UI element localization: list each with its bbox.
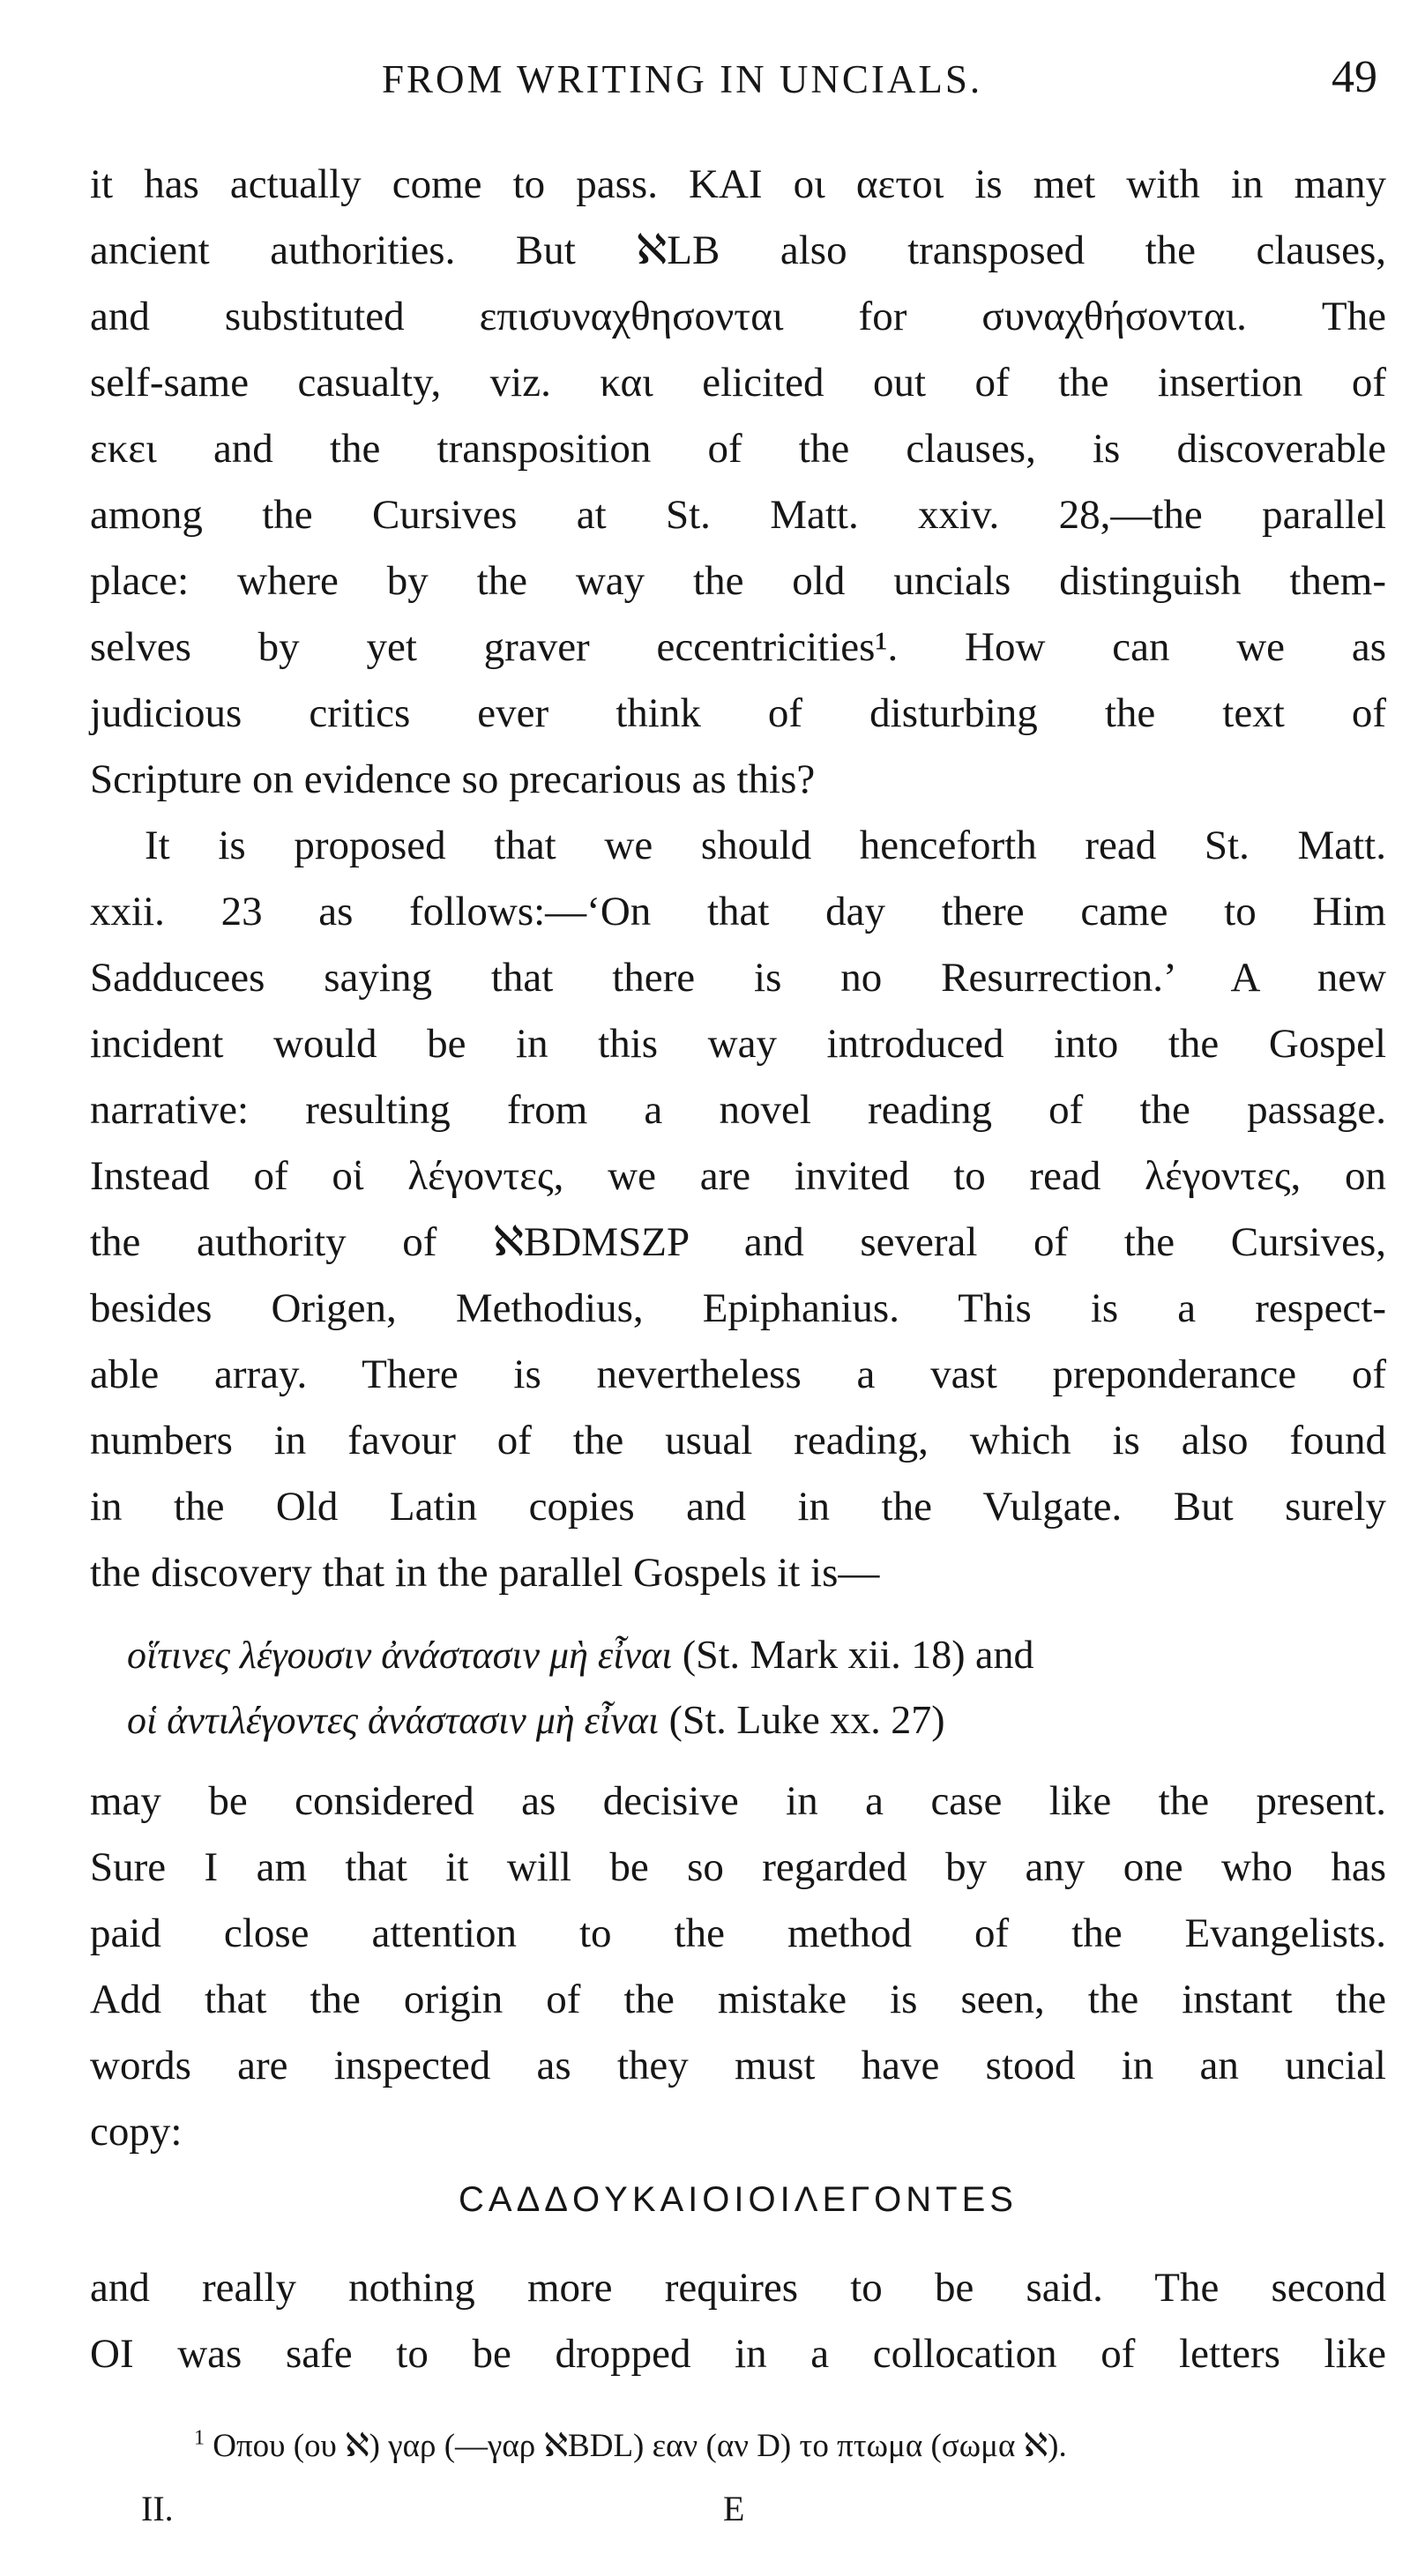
text-line: place: where by the way the old uncials distinguish them- xyxy=(90,558,1386,604)
text-line: among the Cursives at St. Matt. xxiv. 28,—the parallel xyxy=(90,492,1386,538)
footnote-1 xyxy=(194,2426,1067,2465)
running-title: FROM WRITING IN UNCIALS. xyxy=(382,57,983,101)
text-line: Add that the origin of the mistake is seen, the instant the xyxy=(90,1977,1386,2022)
text-line: xxii. 23 as follows:—‘On that day there came to Him xyxy=(90,889,1386,934)
paragraph-3 xyxy=(90,1768,1386,2165)
quote-line xyxy=(127,1687,1386,1753)
uncial-transcription: CAΔΔOYKAIOIOIΛEΓONTES xyxy=(459,2180,1018,2219)
paragraph-1 xyxy=(90,152,1386,813)
paragraph-4 xyxy=(90,2255,1386,2387)
sheet-mark: E xyxy=(723,2489,745,2528)
quote-reference: (St. Luke xx. 27) xyxy=(659,1697,945,1742)
quote-line xyxy=(127,1622,1386,1687)
text-line: self-same casualty, viz. και elicited out of the insertion of xyxy=(90,360,1386,406)
text-line: in the Old Latin copies and in the Vulgate. But surely xyxy=(90,1484,1386,1530)
text-line: Sure I am that it will be so regarded by any one who has xyxy=(90,1844,1386,1890)
text-line: besides Origen, Methodius, Epiphanius. This is a respect- xyxy=(90,1285,1386,1331)
text-line: It is proposed that we should henceforth read St. Matt. xyxy=(145,823,1386,868)
greek-quotation xyxy=(90,1622,1386,1753)
text-line: numbers in favour of the usual reading, which is also found xyxy=(90,1418,1386,1463)
text-line: Sadducees saying that there is no Resurrection.’ A new xyxy=(90,955,1386,1001)
signature-mark: II. xyxy=(141,2489,174,2528)
greek-text: οἱ ἀντιλέγοντες ἀνάστασιν μὴ εἶναι xyxy=(127,1699,660,1742)
text-line: the discovery that in the parallel Gospels it is— xyxy=(90,1550,880,1596)
page-number: 49 xyxy=(1332,52,1377,102)
text-line: words are inspected as they must have stood in an uncial xyxy=(90,2043,1386,2088)
quote-reference: (St. Mark xii. 18) and xyxy=(672,1632,1034,1677)
text-line: OI was safe to be dropped in a collocation of letters like xyxy=(90,2331,1386,2377)
paragraph-2 xyxy=(90,813,1386,1606)
footnote-marker: 1 xyxy=(194,2426,205,2450)
text-line: may be considered as decisive in a case like the present. xyxy=(90,1778,1386,1824)
text-line: Scripture on evidence so precarious as this? xyxy=(90,756,816,802)
text-line: εκει and the transposition of the clauses, is discoverable xyxy=(90,426,1386,472)
text-line: the authority of ℵBDMSZP and several of the Cursives, xyxy=(90,1219,1386,1265)
text-line: copy: xyxy=(90,2109,183,2155)
body-text xyxy=(90,152,1386,2387)
text-line: paid close attention to the method of the Evangelists. xyxy=(90,1910,1386,1956)
page-header xyxy=(0,51,1425,113)
text-line: it has actually come to pass. KAI οι αετοι is met with in many xyxy=(90,161,1386,207)
text-line: and substituted επισυναχθησονται for συναχθήσονται. The xyxy=(90,294,1386,339)
text-line: selves by yet graver eccentricities¹. How can we as xyxy=(90,624,1386,670)
footnote-text: Οπου (ου ℵ) γαρ (—γαρ ℵBDL) εαν (αν D) το πτωμα (σωμα ℵ). xyxy=(213,2428,1067,2464)
text-line: able array. There is nevertheless a vast preponderance of xyxy=(90,1351,1386,1397)
text-line: judicious critics ever think of disturbing the text of xyxy=(90,690,1386,736)
text-line: Instead of οἱ λέγοντες, we are invited to read λέγοντες, on xyxy=(90,1153,1386,1199)
text-line: ancient authorities. But ℵLB also transposed the clauses, xyxy=(90,227,1386,273)
greek-text: οἵτινες λέγουσιν ἀνάστασιν μὴ εἶναι xyxy=(127,1634,673,1677)
text-line: narrative: resulting from a novel reading of the passage. xyxy=(90,1087,1386,1133)
text-line: and really nothing more requires to be said. The second xyxy=(90,2265,1386,2311)
text-line: incident would be in this way introduced into the Gospel xyxy=(90,1021,1386,1067)
